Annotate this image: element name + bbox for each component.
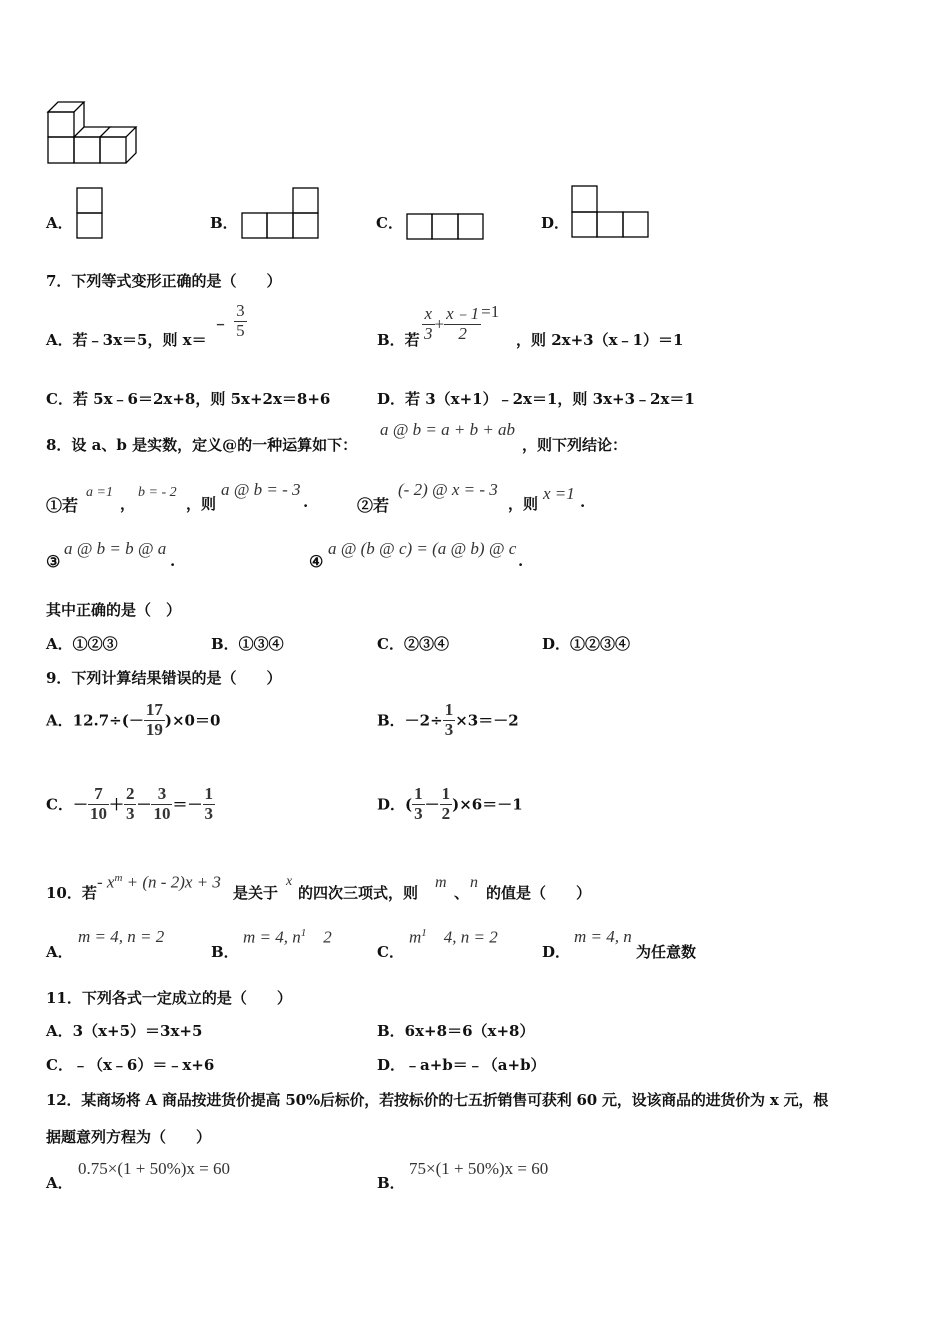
- q10-option-d-tail: 为任意数: [636, 943, 697, 961]
- q8-s3-expr: a @ b = b @ a: [64, 539, 167, 558]
- q10-exp: m: [114, 872, 123, 884]
- q11-option-b[interactable]: B．6x+8＝6（x+8）: [377, 1022, 535, 1040]
- q9-a-num: 17: [145, 700, 163, 719]
- q7-option-b-expr: [422, 302, 499, 344]
- q12-option-a-expr: 0.75×(1 + 50%)x = 60: [78, 1159, 230, 1178]
- q7-option-a-label[interactable]: A．若﹣3x＝5，则 x＝: [46, 331, 207, 349]
- q8-s2-end: .: [580, 493, 586, 511]
- q9-a-den: 19: [145, 719, 163, 739]
- q6-option-d-figure[interactable]: [571, 185, 651, 239]
- q8-s4-end: .: [518, 552, 524, 570]
- q9-d-op: －: [424, 795, 440, 814]
- q7-option-c[interactable]: C．若 5x﹣6＝2x+8，则 5x+2x＝8+6: [46, 390, 331, 408]
- q10-expr-rest: + (n - 2)x + 3: [122, 872, 221, 892]
- q10-pre: 10．若: [46, 884, 97, 902]
- q9-c-op1: ＋: [108, 795, 124, 814]
- q10-end: 的值是（ ）: [486, 884, 592, 902]
- q9-c-n2: 2: [125, 784, 135, 803]
- q8-statement4-pre: ④: [309, 552, 324, 571]
- q7-b-eq: =1: [481, 302, 500, 321]
- q7-a-minus: ﹣: [212, 313, 229, 333]
- q8-s1-mid: ，则: [186, 495, 217, 513]
- q7-stem: 7．下列等式变形正确的是（ ）: [46, 272, 282, 290]
- q7-b-plus: +: [434, 314, 445, 334]
- q10-mid: 是关于: [233, 884, 279, 902]
- q7-option-b-rest: ，则 2x+3（x﹣1）＝1: [516, 331, 684, 349]
- q8-s1-end: .: [303, 493, 309, 511]
- q8-option-c[interactable]: C．②③④: [377, 635, 449, 653]
- q10-c-tail: 4, n = 2: [443, 927, 498, 947]
- q10-b-main: m = 4, n: [243, 927, 301, 947]
- q11-option-c[interactable]: C．﹣（x﹣6）＝﹣x+6: [46, 1056, 215, 1074]
- q12-option-b-label[interactable]: B．: [377, 1174, 405, 1192]
- q11-option-d[interactable]: D．﹣a+b＝﹣（a+b）: [377, 1056, 546, 1074]
- q7-b-x: x: [422, 305, 435, 325]
- q9-c-d1: 10: [89, 803, 107, 823]
- q7-b-frac1: [422, 305, 435, 343]
- q8-s1-b: b = - 2: [138, 485, 177, 500]
- q10-x: x: [286, 874, 293, 889]
- q10-expr: [97, 872, 221, 893]
- q9-c-frac1: [88, 785, 109, 823]
- q10-option-a-label[interactable]: A．: [46, 943, 73, 961]
- q10-b-tail: 2: [323, 927, 332, 947]
- q8-s2-result: x =1: [543, 484, 575, 503]
- q9-c-n1: 7: [88, 785, 109, 805]
- q7-option-d[interactable]: D．若 3（x+1）﹣2x＝1，则 3x+3﹣2x＝1: [377, 390, 695, 408]
- q7-b-three: 3: [424, 324, 433, 343]
- q9-d-post: )×6＝－1: [452, 795, 523, 814]
- q7-b-num2: x﹣1: [446, 304, 480, 324]
- q10-option-c-label[interactable]: C．: [377, 943, 404, 961]
- q12-option-b-expr: 75×(1 + 50%)x = 60: [409, 1159, 549, 1178]
- q9-b-den: 3: [444, 719, 454, 739]
- q9-c-frac3: [151, 785, 172, 823]
- q10-c-main: m: [409, 927, 422, 947]
- q8-s4-expr: a @ (b @ c) = (a @ b) @ c: [328, 539, 517, 558]
- q9-c-pre: C．－: [46, 795, 88, 814]
- q9-a-frac: [144, 701, 165, 739]
- q6-option-b-label[interactable]: B．: [210, 214, 238, 232]
- q7-a-den: 5: [236, 320, 245, 340]
- q12-option-a-label[interactable]: A．: [46, 1174, 73, 1192]
- q9-d-frac1: [412, 785, 425, 823]
- q10-m: m: [435, 874, 447, 891]
- q9-option-b[interactable]: [377, 701, 519, 739]
- q10-option-d-expr: m = 4, n: [574, 927, 632, 946]
- q9-option-c[interactable]: [46, 785, 215, 823]
- q6-option-a-label[interactable]: A．: [46, 214, 73, 232]
- q8-s1-result: a @ b = - 3: [221, 480, 301, 499]
- q9-d-d2: 2: [441, 803, 451, 823]
- q9-d-n1: 1: [414, 784, 423, 803]
- q8-s1-a: a =1: [86, 485, 113, 500]
- q9-c-op3: ＝－: [172, 795, 203, 814]
- q11-stem: 11．下列各式一定成立的是（ ）: [46, 989, 292, 1007]
- q9-d-pre: D．(: [377, 795, 413, 814]
- q10-b-sup: 1: [300, 927, 307, 939]
- q10-expr-term: - x: [97, 872, 115, 892]
- solid-figure: [46, 100, 146, 166]
- q7-b-two: 2: [458, 324, 467, 343]
- q9-c-n3: 3: [151, 785, 172, 805]
- q8-question: 其中正确的是（ ）: [46, 601, 182, 619]
- q8-option-a[interactable]: A．①②③: [46, 635, 118, 653]
- q6-option-b-figure[interactable]: [241, 187, 321, 241]
- q10-mid2: 的四次三项式，则: [298, 884, 419, 902]
- q10-n: n: [470, 874, 478, 891]
- q9-d-d1: 3: [414, 803, 423, 823]
- q9-option-a[interactable]: [46, 701, 220, 739]
- q9-a-post: )×0＝0: [164, 711, 221, 730]
- q9-c-n4: 1: [204, 784, 213, 803]
- q12-stem-line2: 据题意列方程为（ ）: [46, 1128, 212, 1146]
- q10-option-b-expr: [243, 927, 332, 948]
- q9-c-op2: －: [136, 795, 152, 814]
- q9-b-pre: B．－2÷: [377, 711, 443, 730]
- q7-option-b-pre[interactable]: B．若: [377, 331, 420, 349]
- q6-option-c-figure[interactable]: [406, 213, 486, 241]
- q8-stem-end: ，则下列结论：: [522, 436, 628, 454]
- q10-option-c-expr: [409, 927, 498, 948]
- q11-option-a[interactable]: A．3（x+5）＝3x+5: [46, 1022, 203, 1040]
- q9-b-post: ×3＝－2: [455, 711, 519, 730]
- q8-definition: a @ b = a + b + ab: [380, 420, 516, 439]
- q10-sep: 、: [454, 884, 470, 902]
- q9-b-frac: [443, 701, 456, 739]
- q8-stem: 8．设 a、b 是实数，定义@的一种运算如下：: [46, 436, 358, 454]
- q8-s1-sep: ，: [120, 495, 136, 513]
- q9-d-n2: 1: [441, 784, 451, 803]
- q8-option-b[interactable]: B．①③④: [211, 635, 284, 653]
- q6-option-a-figure[interactable]: [76, 187, 104, 241]
- q10-option-d-label[interactable]: D．: [542, 943, 571, 961]
- q8-statement1-pre: ①若: [46, 496, 79, 515]
- q8-option-d[interactable]: D．①②③④: [542, 635, 631, 653]
- q9-option-d[interactable]: [377, 785, 523, 823]
- q12-stem-line1: 12．某商场将 A 商品按进货价提高 50%后标价，若按标价的七五折销售可获利 60 元，设该商品的进货价为 x 元，根: [46, 1091, 829, 1109]
- q9-c-d2: 3: [125, 803, 135, 823]
- q10-c-sup: 1: [421, 927, 427, 939]
- q8-statement3-pre: ③: [46, 552, 61, 571]
- q9-stem: 9．下列计算结果错误的是（ ）: [46, 669, 282, 687]
- q8-s3-end: .: [170, 552, 176, 570]
- q9-d-frac2: [440, 785, 453, 823]
- q9-c-frac4: [203, 785, 216, 823]
- q7-a-frac: [234, 302, 247, 340]
- q9-c-frac2: [124, 785, 137, 823]
- q7-b-frac2: [444, 305, 481, 343]
- q9-c-d4: 3: [204, 803, 213, 823]
- q7-a-num: 3: [236, 301, 245, 320]
- q7-option-a-fraction: [212, 302, 247, 340]
- q6-option-d-label[interactable]: D．: [541, 214, 570, 232]
- q10-option-a-expr: m = 4, n = 2: [78, 927, 165, 946]
- q9-b-num: 1: [444, 700, 454, 719]
- q8-statement2-pre: ②若: [357, 496, 390, 515]
- q8-s2-cond: (- 2) @ x = - 3: [398, 480, 498, 499]
- q9-a-pre: A．12.7÷(－: [46, 711, 144, 730]
- q6-option-c-label[interactable]: C．: [376, 214, 403, 232]
- q9-c-d3: 10: [153, 803, 171, 823]
- q8-s2-mid: ，则: [508, 495, 539, 513]
- q10-option-b-label[interactable]: B．: [211, 943, 239, 961]
